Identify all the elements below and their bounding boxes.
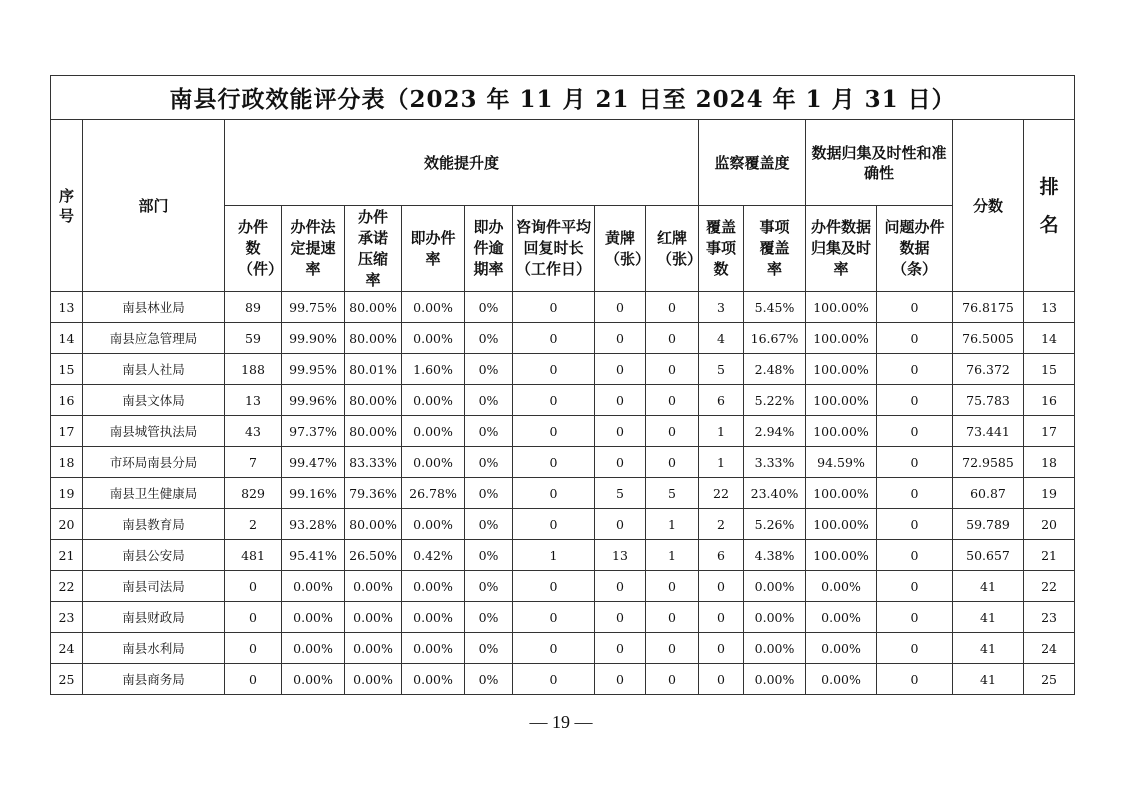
table-cell: 15	[1024, 354, 1075, 385]
table-cell: 0	[595, 509, 646, 540]
header-sub-2: 办件承诺压缩率	[345, 206, 402, 292]
table-cell: 南县应急管理局	[83, 323, 225, 354]
table-cell: 26.78%	[402, 478, 465, 509]
table-row	[51, 664, 1075, 695]
table-cell: 0	[646, 323, 699, 354]
table-cell: 13	[51, 292, 83, 323]
table-cell: 南县公安局	[83, 540, 225, 571]
table-cell: 100.00%	[806, 478, 877, 509]
table-cell: 2	[699, 509, 744, 540]
table-cell: 0	[513, 323, 595, 354]
table-cell: 0	[877, 478, 953, 509]
table-cell: 99.47%	[282, 447, 345, 478]
table-cell: 100.00%	[806, 540, 877, 571]
table-cell: 95.41%	[282, 540, 345, 571]
table-cell: 6	[699, 385, 744, 416]
table-cell: 76.8175	[953, 292, 1024, 323]
table-cell: 3	[699, 292, 744, 323]
table-cell: 0.00%	[402, 447, 465, 478]
table-cell: 19	[51, 478, 83, 509]
table-cell: 0%	[465, 540, 513, 571]
table-cell: 73.441	[953, 416, 1024, 447]
table-cell: 0%	[465, 292, 513, 323]
table-cell: 22	[51, 571, 83, 602]
header-sub-1: 办件法定提速率	[282, 206, 345, 292]
table-cell: 0.00%	[402, 292, 465, 323]
table-cell: 0	[595, 571, 646, 602]
table-cell: 99.96%	[282, 385, 345, 416]
table-row	[51, 478, 1075, 509]
header-sub-9: 事项覆盖率	[744, 206, 806, 292]
table-cell: 0	[877, 323, 953, 354]
header-rank: 排名	[1024, 120, 1075, 292]
table-cell: 2	[225, 509, 282, 540]
table-cell: 5.22%	[744, 385, 806, 416]
header-sub-0: 办件数（件）	[225, 206, 282, 292]
table-cell: 0%	[465, 633, 513, 664]
table-cell: 0.00%	[402, 571, 465, 602]
table-cell: 0	[513, 509, 595, 540]
table-cell: 0	[877, 602, 953, 633]
table-cell: 97.37%	[282, 416, 345, 447]
table-cell: 0	[877, 540, 953, 571]
table-cell: 南县教育局	[83, 509, 225, 540]
table-cell: 25	[51, 664, 83, 695]
table-cell: 20	[1024, 509, 1075, 540]
header-score: 分数	[953, 120, 1024, 292]
table-cell: 16	[51, 385, 83, 416]
table-cell: 41	[953, 602, 1024, 633]
table-cell: 0	[513, 664, 595, 695]
table-cell: 25	[1024, 664, 1075, 695]
table-cell: 80.01%	[345, 354, 402, 385]
table-cell: 13	[1024, 292, 1075, 323]
table-cell: 南县商务局	[83, 664, 225, 695]
table-cell: 83.33%	[345, 447, 402, 478]
table-cell: 75.783	[953, 385, 1024, 416]
table-cell: 1	[699, 447, 744, 478]
table-cell: 0	[877, 416, 953, 447]
table-cell: 18	[1024, 447, 1075, 478]
table-cell: 0.00%	[744, 602, 806, 633]
table-cell: 0	[225, 571, 282, 602]
header-sub-5: 咨询件平均回复时长（工作日）	[513, 206, 595, 292]
table-cell: 0	[225, 602, 282, 633]
header-sub-11: 问题办件数据（条）	[877, 206, 953, 292]
header-sub-7: 红牌（张）	[646, 206, 699, 292]
table-cell: 0%	[465, 509, 513, 540]
table-cell: 18	[51, 447, 83, 478]
table-cell: 100.00%	[806, 354, 877, 385]
table-cell: 0	[513, 447, 595, 478]
table-row	[51, 633, 1075, 664]
table-cell: 0	[595, 385, 646, 416]
table-cell: 0.00%	[345, 664, 402, 695]
table-cell: 0.00%	[345, 602, 402, 633]
table-cell: 0	[646, 416, 699, 447]
table-cell: 0.00%	[806, 571, 877, 602]
table-row	[51, 385, 1075, 416]
table-cell: 0.00%	[744, 571, 806, 602]
table-cell: 2.48%	[744, 354, 806, 385]
table-cell: 0.00%	[402, 664, 465, 695]
table-cell: 0	[225, 664, 282, 695]
table-cell: 0	[513, 292, 595, 323]
table-cell: 17	[1024, 416, 1075, 447]
table-cell: 0	[646, 292, 699, 323]
table-cell: 80.00%	[345, 292, 402, 323]
table-cell: 0	[646, 447, 699, 478]
table-row	[51, 292, 1075, 323]
table-cell: 0.00%	[402, 602, 465, 633]
table-cell: 0.00%	[282, 633, 345, 664]
table-cell: 0	[646, 354, 699, 385]
table-cell: 22	[699, 478, 744, 509]
table-cell: 43	[225, 416, 282, 447]
table-cell: 0	[595, 602, 646, 633]
table-cell: 481	[225, 540, 282, 571]
table-row	[51, 540, 1075, 571]
table-cell: 0.42%	[402, 540, 465, 571]
table-cell: 21	[51, 540, 83, 571]
table-cell: 16	[1024, 385, 1075, 416]
table-cell: 5.26%	[744, 509, 806, 540]
table-cell: 0	[699, 571, 744, 602]
table-cell: 1	[513, 540, 595, 571]
table-row	[51, 571, 1075, 602]
table-cell: 50.657	[953, 540, 1024, 571]
table-cell: 20	[51, 509, 83, 540]
table-cell: 2.94%	[744, 416, 806, 447]
table-cell: 5	[699, 354, 744, 385]
header-group-data: 数据归集及时性和准确性	[806, 120, 953, 206]
table-cell: 99.16%	[282, 478, 345, 509]
table-cell: 24	[1024, 633, 1075, 664]
header-dept: 部门	[83, 120, 225, 292]
table-cell: 0	[595, 664, 646, 695]
table-cell: 南县司法局	[83, 571, 225, 602]
table-cell: 0.00%	[282, 664, 345, 695]
table-cell: 60.87	[953, 478, 1024, 509]
table-cell: 59	[225, 323, 282, 354]
table-cell: 0	[513, 416, 595, 447]
table-cell: 0	[877, 354, 953, 385]
table-cell: 100.00%	[806, 385, 877, 416]
table-cell: 0	[513, 602, 595, 633]
table-cell: 0%	[465, 323, 513, 354]
table-cell: 23	[1024, 602, 1075, 633]
table-cell: 100.00%	[806, 292, 877, 323]
table-cell: 22	[1024, 571, 1075, 602]
table-cell: 0	[699, 633, 744, 664]
table-cell: 0	[595, 447, 646, 478]
table-cell: 0%	[465, 447, 513, 478]
table-title: 南县行政效能评分表（2023 年 11 月 21 日至 2024 年 1 月 31 日）	[51, 76, 1075, 120]
table-cell: 99.95%	[282, 354, 345, 385]
table-cell: 南县林业局	[83, 292, 225, 323]
table-cell: 市环局南县分局	[83, 447, 225, 478]
table-cell: 76.372	[953, 354, 1024, 385]
header-sub-6: 黄牌（张）	[595, 206, 646, 292]
table-cell: 23	[51, 602, 83, 633]
table-cell: 0	[877, 385, 953, 416]
table-cell: 0	[513, 571, 595, 602]
table-cell: 0.00%	[806, 664, 877, 695]
table-cell: 26.50%	[345, 540, 402, 571]
table-cell: 南县城管执法局	[83, 416, 225, 447]
table-cell: 100.00%	[806, 416, 877, 447]
table-cell: 0	[646, 664, 699, 695]
table-cell: 16.67%	[744, 323, 806, 354]
table-cell: 14	[1024, 323, 1075, 354]
table-cell: 14	[51, 323, 83, 354]
table-cell: 94.59%	[806, 447, 877, 478]
header-seq: 序号	[51, 120, 83, 292]
table-cell: 1	[646, 540, 699, 571]
table-cell: 0	[513, 385, 595, 416]
table-cell: 1.60%	[402, 354, 465, 385]
table-cell: 0.00%	[402, 633, 465, 664]
table-cell: 0	[877, 664, 953, 695]
table-cell: 0	[595, 416, 646, 447]
table-cell: 0.00%	[744, 664, 806, 695]
table-cell: 0.00%	[402, 385, 465, 416]
table-cell: 0.00%	[282, 571, 345, 602]
table-cell: 21	[1024, 540, 1075, 571]
table-cell: 0	[595, 633, 646, 664]
table-cell: 80.00%	[345, 323, 402, 354]
table-cell: 5.45%	[744, 292, 806, 323]
table-cell: 188	[225, 354, 282, 385]
table-cell: 0.00%	[345, 571, 402, 602]
table-cell: 0.00%	[282, 602, 345, 633]
table-cell: 0%	[465, 571, 513, 602]
table-row	[51, 323, 1075, 354]
table-cell: 99.90%	[282, 323, 345, 354]
table-cell: 1	[699, 416, 744, 447]
efficiency-score-table	[50, 75, 1075, 695]
table-cell: 0	[877, 509, 953, 540]
table-cell: 100.00%	[806, 509, 877, 540]
table-row	[51, 602, 1075, 633]
table-cell: 0.00%	[402, 509, 465, 540]
table-cell: 76.5005	[953, 323, 1024, 354]
table-cell: 0	[595, 354, 646, 385]
header-sub-4: 即办件逾期率	[465, 206, 513, 292]
table-cell: 0	[646, 571, 699, 602]
header-sub-10: 办件数据归集及时率	[806, 206, 877, 292]
table-cell: 0	[225, 633, 282, 664]
table-cell: 0.00%	[744, 633, 806, 664]
table-cell: 1	[646, 509, 699, 540]
table-cell: 0.00%	[345, 633, 402, 664]
table-cell: 41	[953, 571, 1024, 602]
table-cell: 南县水利局	[83, 633, 225, 664]
header-group-efficiency: 效能提升度	[225, 120, 699, 206]
table-cell: 15	[51, 354, 83, 385]
table-cell: 0.00%	[402, 323, 465, 354]
table-row	[51, 509, 1075, 540]
table-cell: 79.36%	[345, 478, 402, 509]
table-cell: 0.00%	[806, 633, 877, 664]
table-cell: 17	[51, 416, 83, 447]
table-cell: 0	[646, 633, 699, 664]
table-cell: 72.9585	[953, 447, 1024, 478]
table-row	[51, 447, 1075, 478]
table-cell: 89	[225, 292, 282, 323]
table-cell: 0	[699, 602, 744, 633]
table-cell: 829	[225, 478, 282, 509]
table-cell: 南县财政局	[83, 602, 225, 633]
table-cell: 0.00%	[806, 602, 877, 633]
table-cell: 0	[646, 385, 699, 416]
table-cell: 0%	[465, 385, 513, 416]
page-number: — 19 —	[529, 712, 593, 732]
table-cell: 99.75%	[282, 292, 345, 323]
table-cell: 100.00%	[806, 323, 877, 354]
table-cell: 7	[225, 447, 282, 478]
table-row	[51, 354, 1075, 385]
table-cell: 41	[953, 633, 1024, 664]
table-cell: 0	[513, 478, 595, 509]
table-cell: 4	[699, 323, 744, 354]
table-cell: 0	[877, 633, 953, 664]
table-cell: 5	[595, 478, 646, 509]
table-cell: 0	[646, 602, 699, 633]
table-cell: 0	[877, 292, 953, 323]
table-cell: 5	[646, 478, 699, 509]
table-cell: 0%	[465, 664, 513, 695]
header-group-supervision: 监察覆盖度	[699, 120, 806, 206]
table-cell: 0%	[465, 602, 513, 633]
table-cell: 0%	[465, 478, 513, 509]
table-cell: 4.38%	[744, 540, 806, 571]
table-cell: 6	[699, 540, 744, 571]
table-cell: 0	[513, 633, 595, 664]
table-cell: 0	[877, 571, 953, 602]
table-cell: 80.00%	[345, 509, 402, 540]
table-cell: 0.00%	[402, 416, 465, 447]
table-cell: 0%	[465, 416, 513, 447]
table-cell: 0%	[465, 354, 513, 385]
table-cell: 80.00%	[345, 416, 402, 447]
table-cell: 0	[513, 354, 595, 385]
table-cell: 24	[51, 633, 83, 664]
table-cell: 0	[877, 447, 953, 478]
table-cell: 23.40%	[744, 478, 806, 509]
table-cell: 80.00%	[345, 385, 402, 416]
table-cell: 59.789	[953, 509, 1024, 540]
table-cell: 南县文体局	[83, 385, 225, 416]
table-cell: 0	[595, 323, 646, 354]
table-cell: 0	[595, 292, 646, 323]
header-sub-3: 即办件率	[402, 206, 465, 292]
table-cell: 13	[595, 540, 646, 571]
table-cell: 19	[1024, 478, 1075, 509]
table-cell: 93.28%	[282, 509, 345, 540]
table-cell: 13	[225, 385, 282, 416]
table-cell: 南县卫生健康局	[83, 478, 225, 509]
table-row	[51, 416, 1075, 447]
table-cell: 41	[953, 664, 1024, 695]
table-cell: 3.33%	[744, 447, 806, 478]
table-cell: 南县人社局	[83, 354, 225, 385]
header-sub-8: 覆盖事项数	[699, 206, 744, 292]
table-cell: 0	[699, 664, 744, 695]
